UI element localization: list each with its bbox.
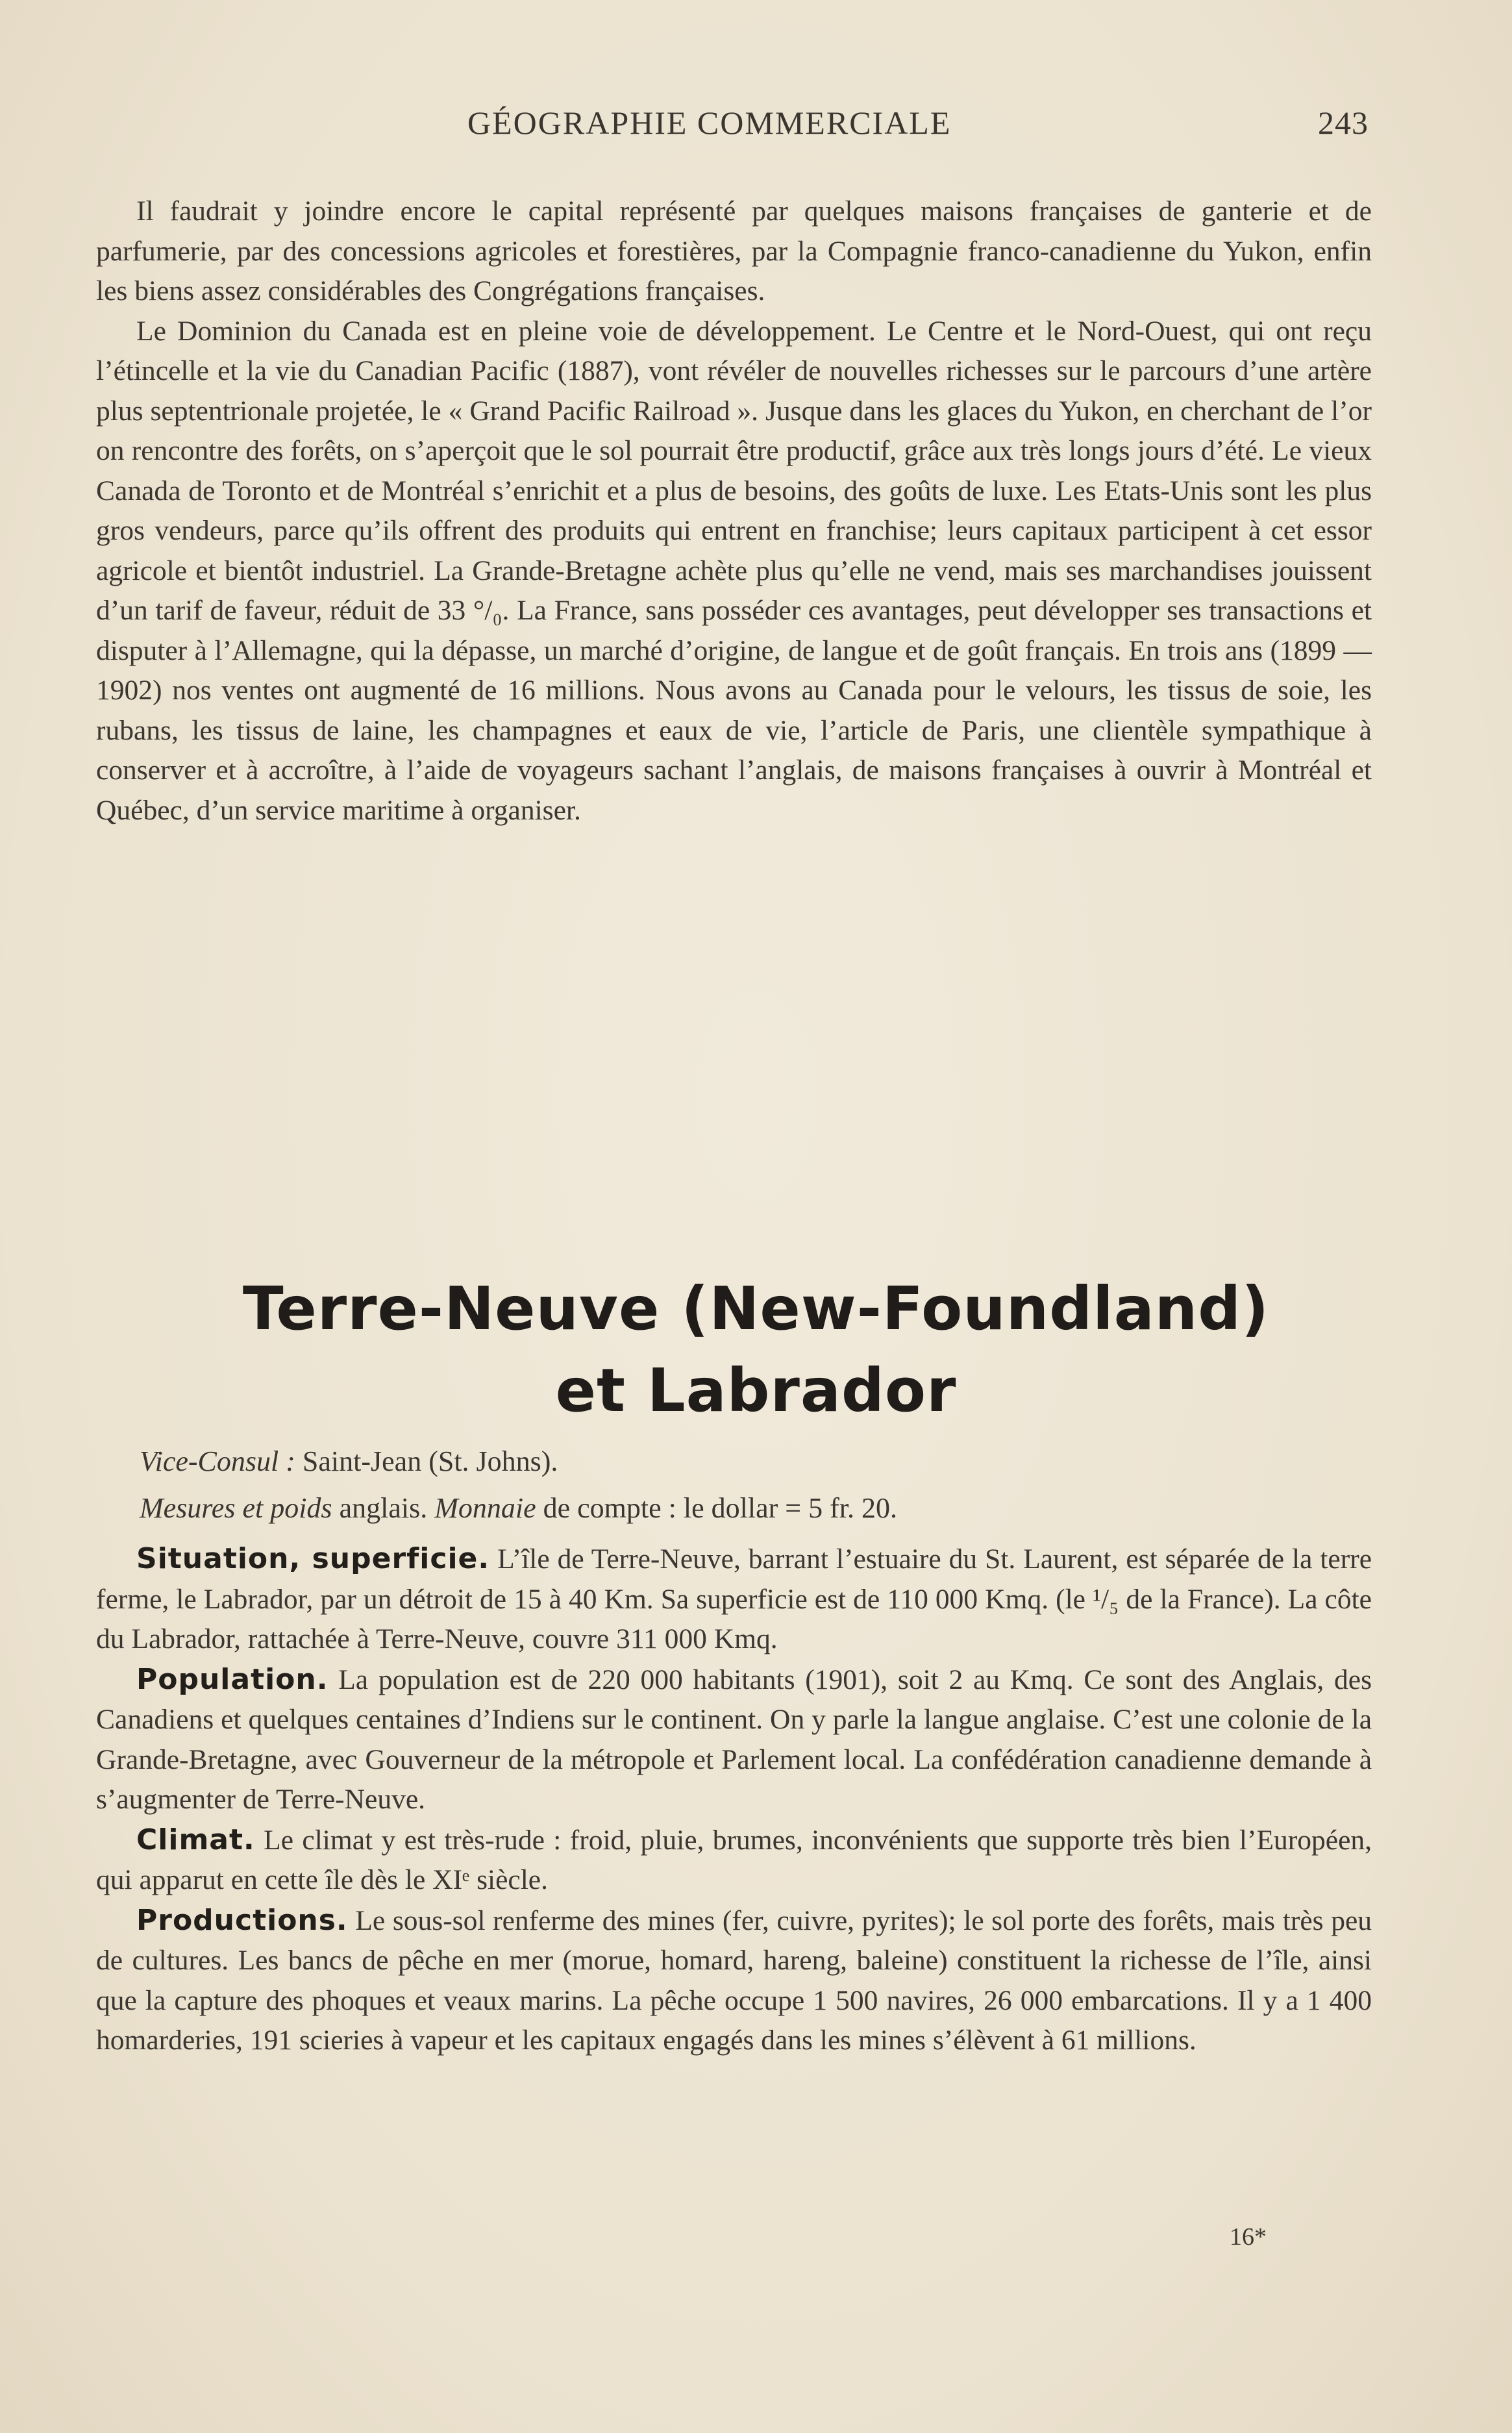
- running-title: GÉOGRAPHIE COMMERCIALE: [467, 105, 952, 141]
- section-heading-line1: Terre-Neuve (New-Foundland): [242, 1274, 1270, 1343]
- entry-situation: [96, 1539, 1372, 1660]
- measures-line: [140, 1491, 897, 1525]
- consul-value: Saint-Jean (St. Johns).: [302, 1445, 558, 1477]
- consul-label: Vice-Consul :: [140, 1445, 295, 1477]
- entry-productions: [96, 1901, 1372, 2061]
- consul-line: [140, 1445, 558, 1478]
- signature-mark: 16*: [1230, 2223, 1267, 2251]
- paragraph: Il faudrait y joindre encore le capital représenté par quelques maisons françaises de ganterie et de parfumerie, par des concessions agricoles et forestières, par la Compagnie franco-canadienne du Yukon, enfin les biens assez considérables des Congrégations françaises.: [96, 195, 1372, 306]
- measures-value: anglais.: [339, 1492, 428, 1524]
- section-canada-text: [96, 192, 1372, 830]
- measures-label: Mesures et poids: [140, 1492, 332, 1524]
- money-label: Monnaie: [434, 1492, 536, 1524]
- section-heading-line2: et Labrador: [555, 1356, 957, 1425]
- paragraph: Le Dominion du Canada est en pleine voie de développement. Le Centre et le Nord-Ouest, qui ont reçu l’étincelle et la vie du Canadian Pacific (1887), vont révéler de nouvelles richesses sur le parcours d’une artère plus septentrionale projetée, le « Grand Pacific Railroad ». Jusque dans les glaces du Yukon, en cherchant de l’or on rencontre des forêts, on s’aperçoit que le sol pourrait être productif, grâce aux très longs jours d’été. Le vieux Canada de Toronto et de Montréal s’enrichit et a plus de besoins, des goûts de luxe. Les Etats-Unis sont les plus gros vendeurs, parce qu’ils offrent des produits qui entrent en franchise; leurs capitaux participent à cet essor agricole et bientôt industriel. La Grande-Bretagne achète plus qu’elle ne vend, mais ses marchandises jouissent d’un tarif de faveur, réduit de 33 °/₀. La France, sans posséder ces avantages, peut développer ses transactions et disputer à l’Allemagne, qui la dépasse, un marché d’origine, de langue et de goût français. En trois ans (1899 — 1902) nos ventes ont augmenté de 16 millions. Nous avons au Canada pour le velours, les tissus de soie, les rubans, les tissus de laine, les champagnes et eaux de vie, l’article de Paris, une clientèle sympathique à conserver et à accroître, à l’aide de voyageurs sachant l’anglais, de maisons françaises à ouvrir à Montréal et Québec, d’un service maritime à organiser.: [96, 315, 1372, 826]
- money-value: de compte : le dollar = 5 fr. 20.: [543, 1492, 897, 1524]
- entry-text: L’île de Terre-Neuve, barrant l’estuaire du St. Laurent, est séparée de la terre ferme, le Labrador, par un détroit de 15 à 40 Km. Sa superficie est de 110 000 Kmq. (le ¹/₅ de la France). La côte du Labrador, rattachée à Terre-Neuve, couvre 311 000 Kmq.: [96, 1543, 1372, 1654]
- entry-title: Productions.: [136, 1903, 348, 1937]
- entry-title: Situation, superficie.: [136, 1542, 490, 1575]
- page-number: 243: [1318, 105, 1369, 141]
- entry-text: Le climat y est très-rude : froid, pluie, brumes, inconvénients que supporte très bien l’Européen, qui apparut en cette île dès le XIᵉ siècle.: [96, 1824, 1372, 1895]
- entry-title: Climat.: [136, 1823, 255, 1856]
- entry-title: Population.: [136, 1662, 328, 1696]
- entry-climat: [96, 1820, 1372, 1901]
- entry-text: Le sous-sol renferme des mines (fer, cuivre, pyrites); le sol porte des forêts, mais très peu de cultures. Les bancs de pêche en mer (morue, homard, hareng, baleine) constituent la richesse de l’île, ainsi que la capture des phoques et veaux marins. La pêche occupe 1 500 navires, 26 000 embarcations. Il y a 1 400 homarderies, 191 scieries à vapeur et les capitaux engagés dans les mines s’élèvent à 61 millions.: [96, 1904, 1372, 2056]
- entry-text: La population est de 220 000 habitants (1901), soit 2 au Kmq. Ce sont des Anglais, des Canadiens et quelques centaines d’Indiens sur le continent. On y parle la langue anglaise. C’est une colonie de la Grande-Bretagne, avec Gouverneur de la métropole et Parlement local. La confédération canadienne demande à s’augmenter de Terre-Neuve.: [96, 1664, 1372, 1815]
- entry-population: [96, 1660, 1372, 1820]
- section-terre-neuve-text: [96, 1539, 1372, 2061]
